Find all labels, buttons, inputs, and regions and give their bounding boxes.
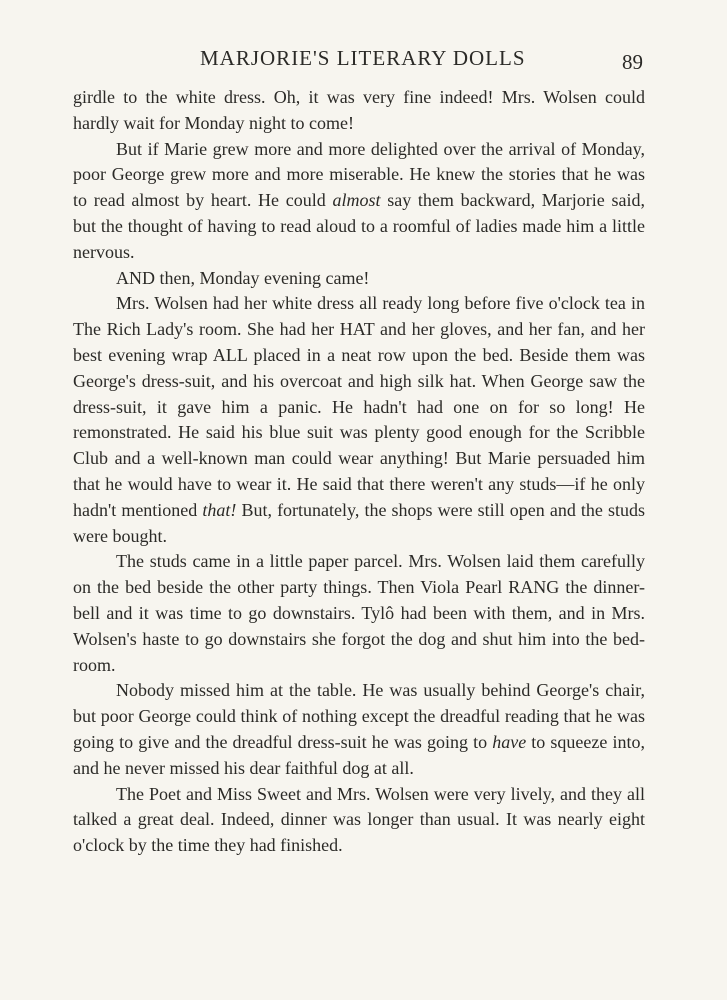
paragraph-text: Mrs. Wolsen had her white dress all ready long before five o'clock tea in The Rich Lady's room. She had her HAT and her gloves, and her fan, and her best evening wrap ALL placed in a neat row upon the bed. Beside them was George's dress-suit, and his overcoat and high silk hat. When George saw the dress-suit, it gave him a panic. He hadn't had one on for so long! He remonstrated. He said his blue suit was plenty good enough for the Scribble Club and a well-known man could wear anything! But Marie persuaded him that he would have to wear it. He said that there weren't any studs—if he only hadn't mentioned: [73, 293, 645, 520]
paragraph-text: AND then, Monday evening came!: [116, 267, 370, 288]
paragraph: [73, 678, 645, 781]
paragraph: [73, 782, 645, 859]
paragraph: [73, 549, 645, 678]
running-head: [0, 46, 727, 76]
emphasis-text: have: [492, 731, 527, 752]
paragraph-text: The studs came in a little paper parcel. Mrs. Wolsen laid them carefully on the bed beside the other party things. Then Viola Pearl RANG the dinner-bell and it was time to go downstairs. Tylô had been with them, and in Mrs. Wolsen's haste to go downstairs she forgot the dog and shut him into the bed-room.: [73, 551, 645, 675]
page-number: 89: [622, 50, 643, 74]
emphasis-text: almost: [332, 190, 381, 211]
paragraph: [73, 266, 645, 292]
paragraph: [73, 137, 645, 266]
paragraph-text: say them backward, Marjorie said, but the thought of having to read aloud to a roomful of ladies made him a little nervous.: [73, 190, 645, 262]
paragraph: [73, 291, 645, 549]
paragraph-text: girdle to the white dress. Oh, it was very fine indeed! Mrs. Wolsen could hardly wait for Monday night to come!: [73, 87, 645, 133]
running-title: MARJORIE'S LITERARY DOLLS: [200, 46, 526, 70]
emphasis-text: that!: [202, 499, 237, 520]
paragraph: [73, 85, 645, 137]
body-text: [73, 85, 645, 859]
paragraph-text: But if Marie grew more and more delighted over the arrival of Monday, poor George grew more and more miserable. He knew the stories that he was to read almost by heart. He could: [73, 138, 645, 211]
paragraph-text: Nobody missed him at the table. He was usually behind George's chair, but poor George could think of nothing except the dreadful reading that he was going to give and the dreadful dress-suit he was going to: [73, 680, 645, 752]
paragraph-text: But, fortunately, the shops were still open and the studs were bought.: [73, 499, 645, 546]
paragraph-text: The Poet and Miss Sweet and Mrs. Wolsen were very lively, and they all talked a great deal. Indeed, dinner was longer than usual. It was nearly eight o'clock by the time they had finished.: [73, 783, 645, 856]
paragraph-text: to squeeze into, and he never missed his dear faithful dog at all.: [73, 731, 646, 778]
